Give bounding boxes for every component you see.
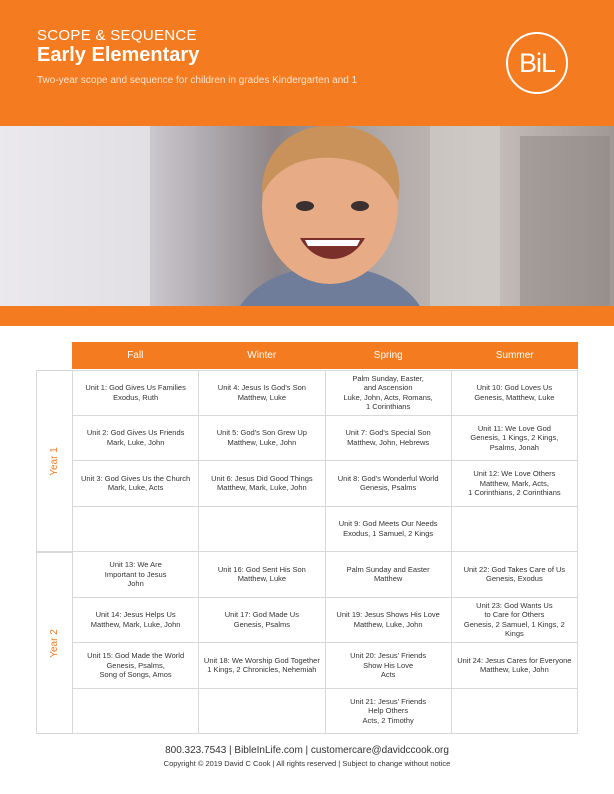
unit-line: Genesis, 2 Samuel, 1 Kings, 2 Kings — [463, 619, 565, 639]
unit-line: Matthew, Mark, Luke, John — [90, 619, 181, 629]
unit-title: Unit 13: We Are — [109, 560, 162, 569]
child-photo-illustration — [0, 126, 614, 306]
unit-line: Acts, 2 Timothy — [362, 715, 414, 725]
column-header-spring: Spring — [373, 350, 403, 361]
unit-title: Unit 24: Jesus Cares for Everyone — [457, 655, 572, 665]
column-header-summer: Summer — [495, 350, 534, 361]
orange-divider-band — [0, 306, 614, 326]
unit-title: Unit 22: God Takes Care of Us — [463, 564, 566, 574]
unit-line: Genesis, Exodus — [486, 574, 543, 584]
child-photo — [0, 126, 614, 306]
unit-line: Genesis, Psalms — [359, 483, 417, 493]
unit-line: 1 Corinthians, 2 Corinthians — [468, 488, 561, 497]
unit-cell — [452, 461, 578, 507]
unit-line: Exodus, 1 Samuel, 2 Kings — [343, 528, 434, 538]
unit-line: Genesis, 1 Kings, 2 Kings, — [470, 433, 559, 442]
unit-cell — [326, 643, 452, 689]
bil-logo: BiL — [506, 32, 568, 94]
unit-cell — [326, 552, 452, 598]
unit-cell — [73, 598, 199, 644]
unit-cell — [452, 689, 578, 735]
unit-title: Unit 2: God Gives Us Friends — [86, 428, 185, 438]
unit-line: Matthew, Luke, John — [227, 437, 297, 447]
unit-title: Unit 1: God Gives Us Families — [85, 383, 186, 393]
unit-cell — [326, 370, 452, 416]
column-header-winter: Winter — [247, 350, 277, 361]
page-title: Early Elementary — [37, 44, 200, 66]
unit-title: Unit 21: Jesus' Friends — [350, 696, 427, 706]
unit-cell — [199, 598, 325, 644]
column-header-fall: Fall — [127, 350, 144, 361]
unit-cell — [452, 552, 578, 598]
unit-cell — [199, 416, 325, 462]
unit-cell — [452, 643, 578, 689]
unit-line: Matthew, Luke — [237, 574, 287, 584]
unit-cell — [452, 416, 578, 462]
unit-title: Palm Sunday, Easter, — [352, 373, 424, 383]
unit-cell — [452, 598, 578, 644]
header-banner — [0, 0, 614, 126]
unit-line: Matthew, Mark, Acts, — [479, 478, 549, 488]
year-2-grid — [72, 552, 578, 734]
unit-line: John — [127, 579, 144, 588]
unit-cell — [73, 461, 199, 507]
unit-title: Unit 15: God Made the World — [87, 651, 185, 660]
unit-line: 1 Corinthians — [366, 402, 411, 412]
year-2-label — [36, 552, 72, 734]
unit-title: Unit 8: God's Wonderful World — [337, 473, 439, 483]
unit-cell — [73, 689, 199, 735]
unit-cell — [326, 416, 452, 462]
unit-line: Matthew, Luke — [237, 392, 287, 402]
unit-cell — [326, 507, 452, 553]
unit-cell — [73, 643, 199, 689]
unit-title: Unit 10: God Loves Us — [476, 383, 553, 393]
unit-cell — [199, 552, 325, 598]
unit-title: Unit 19: Jesus Shows His Love — [336, 610, 440, 620]
unit-line: 1 Kings, 2 Chronicles, Nehemiah — [207, 665, 317, 675]
unit-line: Matthew, Mark, Luke, John — [217, 483, 307, 493]
unit-line: Mark, Luke, Acts — [107, 483, 164, 493]
unit-line: Exodus, Ruth — [113, 392, 159, 402]
unit-title: Unit 4: Jesus Is God's Son — [217, 383, 306, 393]
unit-cell — [199, 461, 325, 507]
unit-line: Acts — [380, 670, 396, 679]
unit-title: Unit 7: God's Special Son — [345, 428, 431, 438]
unit-cell — [326, 689, 452, 735]
unit-cell — [326, 461, 452, 507]
unit-title: Unit 18: We Worship God Together — [203, 655, 320, 665]
unit-cell — [199, 507, 325, 553]
season-header-row — [72, 342, 578, 369]
unit-title: Unit 14: Jesus Helps Us — [95, 610, 176, 620]
unit-cell — [326, 598, 452, 644]
unit-line: Psalms, Jonah — [489, 442, 539, 452]
unit-line: Luke, John, Acts, Romans, — [343, 392, 433, 402]
unit-line: Matthew, John, Hebrews — [347, 437, 430, 447]
page-subtitle: Two-year scope and sequence for children in grades Kindergarten and 1 — [37, 75, 358, 86]
unit-cell — [73, 507, 199, 553]
footer-copyright: Copyright © 2019 David C Cook | All rights reserved | Subject to change without notice — [163, 759, 451, 768]
unit-line: Matthew, Luke, John — [479, 665, 549, 675]
unit-title: Unit 5: God's Son Grew Up — [216, 428, 307, 438]
unit-title: Unit 12: We Love Others — [473, 469, 556, 478]
footer-contact: 800.323.7543 | BibleInLife.com | customercare@davidccook.org — [165, 745, 449, 756]
unit-line: Show His Love — [363, 660, 414, 670]
unit-cell — [199, 689, 325, 735]
unit-line: Matthew — [373, 574, 403, 584]
unit-line: Matthew, Luke, John — [353, 619, 423, 629]
unit-cell — [452, 370, 578, 416]
unit-title: Unit 23: God Wants Us — [476, 600, 553, 610]
unit-line: Important to Jesus — [104, 569, 167, 579]
unit-cell — [73, 552, 199, 598]
unit-line: Genesis, Psalms — [233, 619, 291, 629]
unit-line: Genesis, Psalms, — [106, 660, 165, 670]
unit-title: Unit 17: God Made Us — [224, 610, 299, 620]
unit-line: Mark, Luke, John — [106, 437, 165, 447]
unit-title: Unit 9: God Meets Our Needs — [338, 519, 438, 529]
unit-title: Unit 20: Jesus' Friends — [350, 651, 427, 660]
year-2-label-text: Year 2 — [48, 628, 60, 658]
unit-cell — [199, 370, 325, 416]
page-kicker: SCOPE & SEQUENCE — [37, 27, 197, 44]
unit-title: Unit 6: Jesus Did Good Things — [211, 473, 313, 483]
unit-line: to Care for Others — [484, 610, 545, 620]
year-1-grid — [72, 370, 578, 552]
unit-cell — [73, 370, 199, 416]
unit-line: and Ascension — [363, 383, 413, 393]
year-1-label — [36, 370, 72, 552]
unit-title: Unit 11: We Love God — [477, 423, 551, 433]
unit-line: Help Others — [368, 706, 409, 715]
unit-line: Genesis, Matthew, Luke — [474, 392, 555, 402]
unit-title: Palm Sunday and Easter — [346, 564, 430, 574]
unit-cell — [452, 507, 578, 553]
unit-cell — [199, 643, 325, 689]
unit-title: Unit 16: God Sent His Son — [217, 564, 306, 574]
year-1-label-text: Year 1 — [48, 446, 60, 476]
unit-title: Unit 3: God Gives Us the Church — [81, 473, 191, 483]
unit-cell — [73, 416, 199, 462]
unit-line: Song of Songs, Amos — [99, 670, 172, 679]
